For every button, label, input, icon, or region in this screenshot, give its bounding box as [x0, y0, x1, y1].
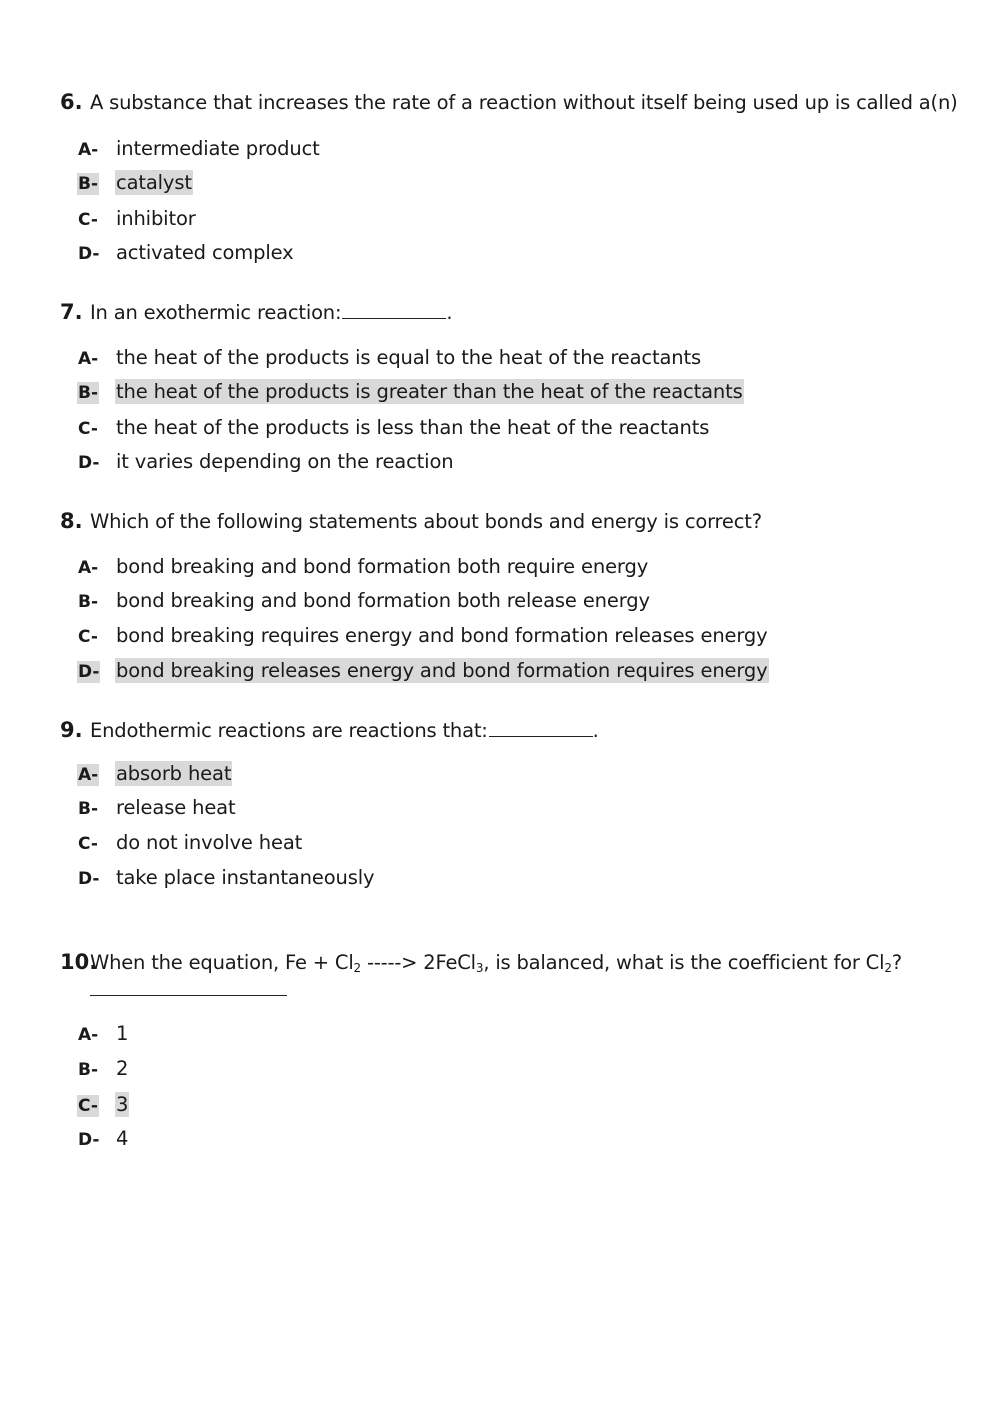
question-text: A substance that increases the rate of a reaction without itself being used up is called a(n)	[90, 91, 958, 114]
option-text: it varies depending on the reaction	[116, 450, 454, 473]
option-text: the heat of the products is equal to the heat of the reactants	[116, 346, 702, 369]
option-d[interactable]	[77, 241, 295, 267]
option-text: bond breaking releases energy and bond formation requires energy	[116, 659, 768, 682]
option-b[interactable]	[77, 380, 744, 406]
question-text	[90, 951, 902, 974]
question-number: 9.	[60, 718, 83, 742]
option-text: the heat of the products is greater than the heat of the reactants	[116, 380, 743, 403]
option-d[interactable]	[77, 1127, 129, 1153]
option-d[interactable]	[77, 659, 769, 685]
option-a[interactable]	[77, 762, 232, 788]
answer-blank[interactable]	[489, 718, 593, 737]
option-c[interactable]	[77, 1093, 129, 1119]
option-letter: B-	[78, 174, 99, 194]
option-c[interactable]	[77, 207, 197, 233]
question-number: 7.	[60, 300, 83, 324]
option-text: 1	[116, 1022, 129, 1045]
option-text: take place instantaneously	[116, 866, 375, 889]
option-text: bond breaking and bond formation both require energy	[116, 555, 649, 578]
option-letter: C-	[78, 627, 98, 647]
question-number: 8.	[60, 509, 83, 533]
option-letter: A-	[78, 765, 99, 785]
option-letter: C-	[78, 419, 98, 439]
option-b[interactable]	[77, 796, 236, 822]
option-text: intermediate product	[116, 137, 320, 160]
option-letter: D-	[78, 244, 100, 264]
option-c[interactable]	[77, 831, 303, 857]
option-b[interactable]	[77, 1057, 129, 1083]
option-d[interactable]	[77, 450, 454, 476]
option-text: absorb heat	[116, 762, 232, 785]
option-text: 2	[116, 1057, 129, 1080]
option-c[interactable]	[77, 416, 710, 442]
question-10	[60, 950, 960, 996]
option-text: release heat	[116, 796, 236, 819]
option-text: activated complex	[116, 241, 294, 264]
option-letter: B-	[78, 1060, 99, 1080]
option-a[interactable]	[77, 346, 702, 372]
option-letter: B-	[78, 799, 99, 819]
option-letter: C-	[78, 834, 98, 854]
equation-part: When the equation, Fe + Cl	[90, 951, 354, 974]
option-letter: A-	[78, 558, 99, 578]
option-text: 4	[116, 1127, 129, 1150]
question-suffix: .	[592, 719, 599, 742]
subscript: 2	[353, 961, 361, 975]
question-text: Which of the following statements about bonds and energy is correct?	[90, 510, 762, 533]
option-letter: D-	[78, 869, 100, 889]
option-a[interactable]	[77, 555, 649, 581]
question-6	[60, 90, 960, 120]
equation-part: ?	[891, 951, 902, 974]
option-letter: A-	[78, 140, 99, 160]
option-letter: D-	[78, 662, 100, 682]
subscript: 2	[884, 961, 892, 975]
option-text: bond breaking requires energy and bond formation releases energy	[116, 624, 768, 647]
question-7	[60, 300, 960, 330]
option-text: bond breaking and bond formation both release energy	[116, 589, 650, 612]
option-letter: B-	[78, 383, 99, 403]
option-text: 3	[116, 1093, 129, 1116]
option-letter: D-	[78, 1130, 100, 1150]
option-d[interactable]	[77, 866, 375, 892]
option-b[interactable]	[77, 171, 193, 197]
option-text: inhibitor	[116, 207, 196, 230]
equation-part: -----> 2FeCl	[360, 951, 476, 974]
question-text: Endothermic reactions are reactions that:	[90, 719, 488, 742]
answer-blank[interactable]	[90, 994, 287, 996]
question-number: 6.	[60, 90, 83, 114]
option-letter: A-	[78, 349, 99, 369]
equation-part: , is balanced, what is the coefficient for Cl	[483, 951, 885, 974]
option-letter: C-	[78, 1096, 98, 1116]
option-a[interactable]	[77, 137, 321, 163]
option-letter: D-	[78, 453, 100, 473]
option-b[interactable]	[77, 589, 651, 615]
question-text: In an exothermic reaction:	[90, 301, 342, 324]
option-a[interactable]	[77, 1022, 129, 1048]
option-text: catalyst	[116, 171, 192, 194]
answer-blank[interactable]	[342, 300, 446, 319]
question-suffix: .	[446, 301, 453, 324]
option-letter: B-	[78, 592, 99, 612]
option-text: do not involve heat	[116, 831, 303, 854]
option-letter: C-	[78, 210, 98, 230]
question-9	[60, 718, 960, 748]
subscript: 3	[475, 961, 484, 975]
question-number: 10.	[60, 950, 98, 974]
option-text: the heat of the products is less than the heat of the reactants	[116, 416, 710, 439]
option-c[interactable]	[77, 624, 769, 650]
question-8	[60, 509, 960, 539]
option-letter: A-	[78, 1025, 99, 1045]
